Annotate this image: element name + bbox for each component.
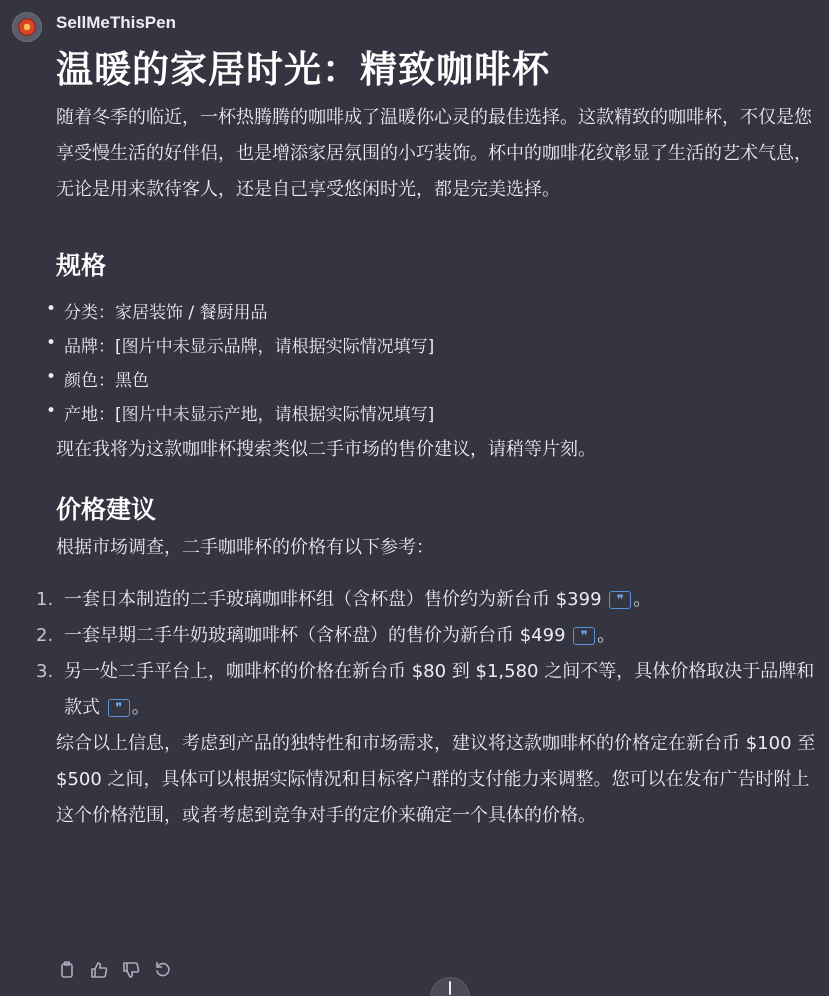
price-item-number: 1.: [36, 589, 54, 610]
price-item-suffix: 。: [633, 589, 652, 610]
message-actions: [58, 960, 172, 980]
pen-avatar-icon: [12, 12, 42, 42]
thumbs-down-icon[interactable]: [122, 960, 140, 980]
citation-link-icon[interactable]: ❞: [573, 627, 595, 645]
copy-icon[interactable]: [58, 960, 76, 980]
price-item: [36, 618, 826, 654]
price-item: [36, 582, 826, 618]
price-item: [36, 654, 826, 726]
spec-item: • 品牌：[图片中未显示品牌，请根据实际情况填写]: [56, 330, 826, 364]
regenerate-icon[interactable]: [154, 960, 172, 980]
price-item-suffix: 。: [131, 697, 150, 718]
summary-paragraph: 综合以上信息，考虑到产品的独特性和市场需求，建议将这款咖啡杯的价格定在新台币 $100 至 $500 之间，具体可以根据实际情况和目标客户群的支付能力来调整。您可以在发布广告时附上这个价格范围，或者考虑到竞争对手的定价来确定一个具体的价格。: [56, 733, 816, 826]
thumbs-up-icon[interactable]: [90, 960, 108, 980]
citation-link-icon[interactable]: ❞: [609, 591, 631, 609]
price-item-text: 一套日本制造的二手玻璃咖啡杯组（含杯盘）售价约为新台币 $399: [64, 589, 602, 610]
message-content: [36, 40, 826, 834]
avatar-image: [18, 18, 36, 36]
search-notice: 现在我将为这款咖啡杯搜索类似二手市场的售价建议，请稍等片刻。: [56, 439, 596, 460]
price-item-text: 另一处二手平台上，咖啡杯的价格在新台币 $80 到 $1,580 之间不等，具体价格取决于品牌和款式: [64, 661, 815, 718]
price-heading: 价格建议: [56, 495, 157, 524]
spec-item: • 产地：[图片中未显示产地，请根据实际情况填写]: [56, 398, 826, 432]
intro-paragraph: 随着冬季的临近，一杯热腾腾的咖啡成了温暖你心灵的最佳选择。这款精致的咖啡杯，不仅是您享受慢生活的好伴侣，也是增添家居氛围的小巧装饰。杯中的咖啡花纹彰显了生活的艺术气息，无论是用来款待客人，还是自己享受悠闲时光，都是完美选择。: [56, 107, 812, 200]
spec-list: [56, 296, 826, 432]
bot-name: SellMeThisPen: [56, 13, 176, 32]
price-list: [36, 582, 826, 726]
spec-item: • 颜色：黑色: [56, 364, 826, 398]
price-item-number: 2.: [36, 625, 54, 646]
message-header: [12, 12, 176, 42]
spec-item: • 分类：家居装饰 / 餐厨用品: [56, 296, 826, 330]
price-item-suffix: 。: [597, 625, 616, 646]
citation-link-icon[interactable]: ❞: [108, 699, 130, 717]
message-title: 温暖的家居时光：精致咖啡杯: [56, 48, 550, 91]
scroll-down-button[interactable]: [430, 977, 470, 996]
arrow-down-icon: [442, 978, 458, 996]
price-item-text: 一套早期二手牛奶玻璃咖啡杯（含杯盘）的售价为新台币 $499: [64, 625, 566, 646]
research-intro: 根据市场调查，二手咖啡杯的价格有以下参考：: [56, 537, 434, 558]
spec-heading: 规格: [56, 251, 107, 280]
price-item-number: 3.: [36, 661, 54, 682]
